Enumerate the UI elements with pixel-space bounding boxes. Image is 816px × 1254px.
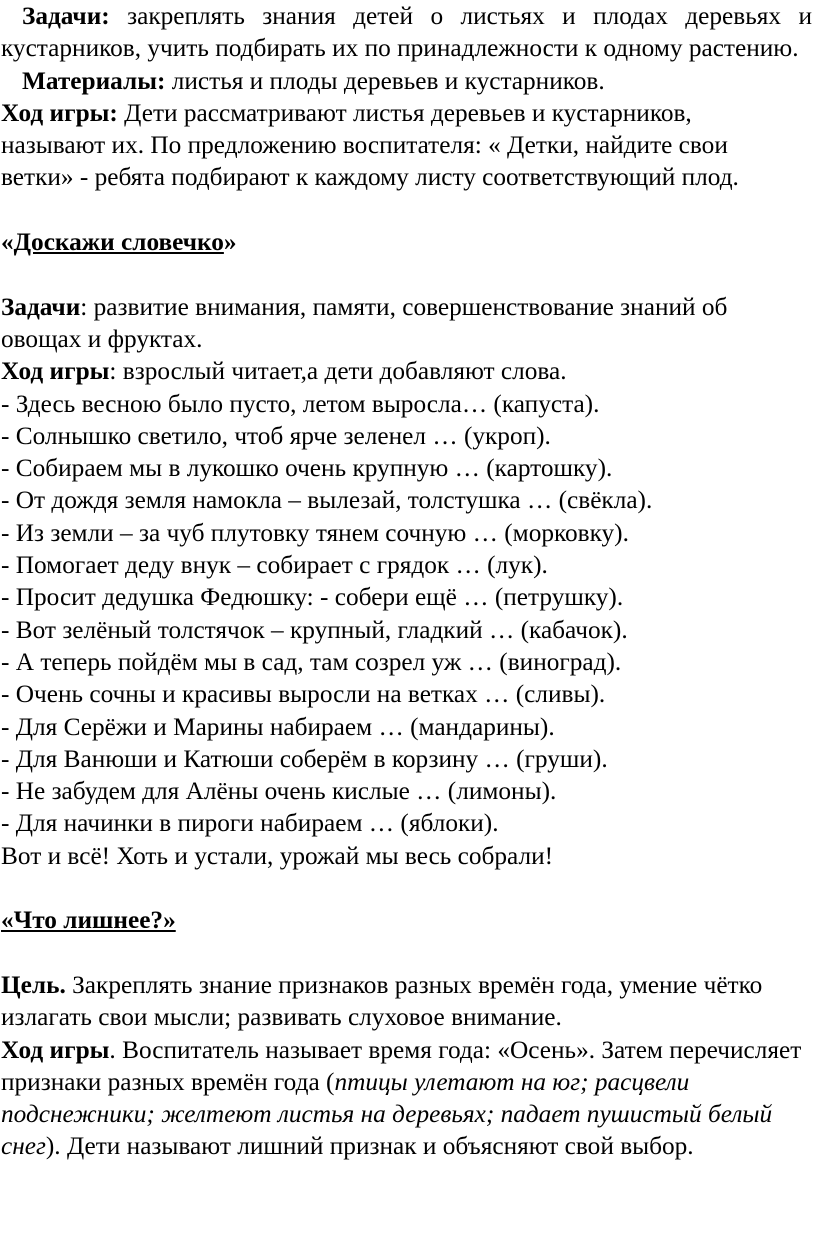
riddle-line: - Не забудем для Алёны очень кислые … (лимоны). [1,777,557,806]
section-title-chto-lishnee [1,904,812,936]
closing-line: Вот и всё! Хоть и устали, урожай мы весь собрали! [1,841,554,870]
materials-text: листья и плоды деревьев и кустарников. [165,66,605,95]
section-title-doskazhi [1,226,812,258]
riddle-line: - Помогает деду внук – собирает с грядок … (лук). [1,551,548,580]
riddle-line: - Для начинки в пироги набираем … (яблоки). [1,809,499,838]
course-label-2: Ход игры [1,357,110,386]
course-label-3: Ход игры [1,1035,110,1064]
spacer [1,194,812,226]
title-open-quote: « [1,228,14,257]
riddle-line: - Вот зелёный толстячок – крупный, гладкий … (кабачок). [1,615,628,644]
course-text-2: : взрослый читает,а дети добавляют слова. [109,357,567,386]
tasks-label: Задачи: [22,2,110,30]
course-paragraph [1,97,812,194]
title-text-3: «Что лишнее?» [1,906,176,935]
riddle-line: - А теперь пойдём мы в сад, там созрел уж … (виноград). [1,647,622,676]
riddle-line: - Солнышко светило, чтоб ярче зеленел … (укроп). [1,421,551,450]
course-text: Дети рассматривают листья деревьев и кустарников, называют их. По предложению воспитателя: « Детки, найдите свои ветки» - ребята подбирают к каждому листу соответствующий плод. [1,98,739,192]
course-label: Ход игры: [1,98,118,127]
riddle-line: - Очень сочны и красивы выросли на ветках … (сливы). [1,680,606,709]
goal-text: Закреплять знание признаков разных времён года, умение чётко излагать свои мысли; развивать слуховое внимание. [1,970,763,1032]
riddle-line: - Из земли – за чуб плутовку тянем сочную … (морковку). [1,518,629,547]
course-text-3b: ). Дети называют лишний признак и объясняют свой выбор. [45,1132,694,1161]
materials-label: Материалы: [22,66,166,95]
tasks-label-2: Задачи [1,292,81,321]
tasks-paragraph-2 [1,291,812,356]
spacer [1,258,812,290]
spacer [1,872,812,904]
tasks-text: закреплять знания детей о листьях и плодах деревьях и кустарников, учить подбирать их по принадлежности к одному растению. [1,2,812,63]
course-text-3a: . Воспитатель называет время года: «Осень». Затем перечисляет признаки разных времён года ( [1,1035,802,1096]
riddle-line: - От дождя земля намокла – вылезай, толстушка … (свёкла). [1,486,653,515]
course-paragraph-3 [1,1034,812,1163]
riddle-line: - Для Ванюши и Катюши соберём в корзину … (груши). [1,744,608,773]
riddle-line: - Просит дедушка Федюшку: - собери ещё … (петрушку). [1,583,624,612]
course-italic-signs: птицы улетают на юг; расцвели подснежники; желтеют листья на деревьях; падает пушистый белый снег [1,1067,773,1161]
riddle-line: - Собираем мы в лукошко очень крупную … (картошку). [1,454,613,483]
goal-label: Цель. [1,970,66,999]
materials-paragraph [1,65,812,97]
riddle-line: - Для Серёжи и Марины набираем … (мандарины). [1,712,555,741]
title-close-quote: » [223,228,237,257]
course-paragraph-2 [1,355,812,387]
goal-paragraph [1,969,812,1034]
tasks-text-2: : развитие внимания, памяти, совершенствование знаний об овощах и фруктах. [1,292,728,353]
riddle-line: - Здесь весною было пусто, летом выросла… (капуста). [1,389,600,418]
tasks-paragraph [1,0,812,65]
title-text: Доскажи словечко [13,228,224,257]
spacer [1,937,812,969]
